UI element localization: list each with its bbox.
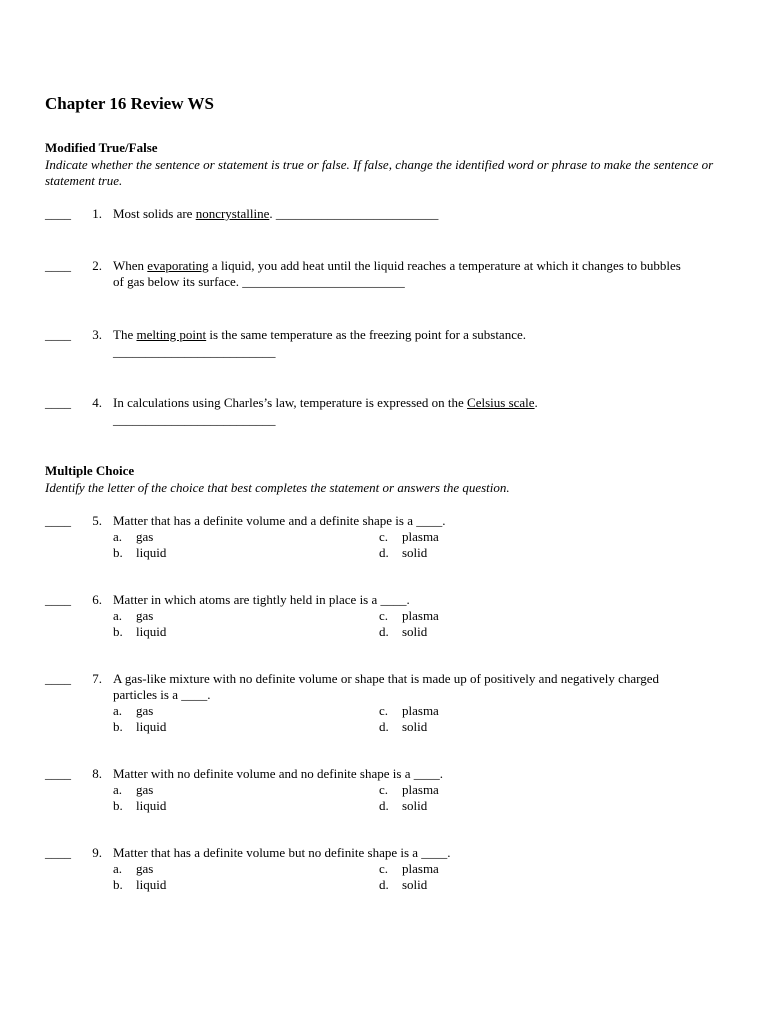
question-number: 3.: [92, 327, 102, 342]
choice-c-letter: c.: [379, 703, 389, 718]
question-number: 2.: [92, 258, 102, 273]
answer-blank[interactable]: ____: [45, 671, 71, 686]
question-text: [113, 327, 723, 343]
question-text-post: . _________________________: [269, 206, 439, 221]
question-text-post: is the same temperature as the freezing point for a substance.: [206, 327, 526, 342]
choice-d-text: solid: [402, 545, 428, 560]
question-text: Matter that has a definite volume but no definite shape is a ____.: [113, 845, 451, 860]
choice-a-text: gas: [136, 608, 154, 623]
answer-blank[interactable]: ____: [45, 327, 71, 342]
choice-b-text: liquid: [136, 545, 167, 560]
question-number: 6.: [92, 592, 102, 607]
question-text: [113, 206, 723, 222]
choice-b-letter: b.: [113, 545, 123, 560]
question-number: 1.: [92, 206, 102, 221]
page-title: Chapter 16 Review WS: [45, 94, 214, 113]
choice-b-text: liquid: [136, 624, 167, 639]
question-text-pre: Most solids are: [113, 206, 196, 221]
identified-term: Celsius scale: [467, 395, 535, 410]
choice-b-letter: b.: [113, 877, 123, 892]
question-text: Matter with no definite volume and no definite shape is a ____.: [113, 766, 443, 781]
question-text-post: a liquid, you add heat until the liquid reaches a temperature at which it changes to bubbles: [208, 258, 681, 273]
choice-b-letter: b.: [113, 798, 123, 813]
question-text-line2: _________________________: [113, 412, 276, 427]
question-text: Matter that has a definite volume and a definite shape is a ____.: [113, 513, 446, 528]
question-text-line2: _________________________: [113, 344, 276, 359]
choice-b-text: liquid: [136, 719, 167, 734]
choice-d-letter: d.: [379, 545, 389, 560]
choice-a-letter: a.: [113, 861, 123, 876]
question-text-pre: In calculations using Charles’s law, temperature is expressed on the: [113, 395, 468, 410]
identified-term: melting point: [136, 327, 207, 342]
question-text-pre: When: [113, 258, 148, 273]
mc-section-heading: Multiple Choice: [45, 463, 135, 478]
answer-blank[interactable]: ____: [45, 513, 71, 528]
answer-blank[interactable]: ____: [45, 206, 71, 221]
choice-a-text: gas: [136, 861, 154, 876]
choice-a-text: gas: [136, 529, 154, 544]
choice-a-letter: a.: [113, 608, 123, 623]
choice-b-letter: b.: [113, 624, 123, 639]
identified-term: noncrystalline: [195, 206, 270, 221]
identified-term: evaporating: [147, 258, 209, 273]
choice-c-text: plasma: [402, 703, 439, 718]
choice-d-letter: d.: [379, 798, 389, 813]
question-number: 7.: [92, 671, 102, 686]
question-number: 4.: [92, 395, 102, 410]
question-number: 9.: [92, 845, 102, 860]
choice-b-text: liquid: [136, 877, 167, 892]
choice-d-text: solid: [402, 798, 428, 813]
choice-a-letter: a.: [113, 703, 123, 718]
question-text: Matter in which atoms are tightly held in place is a ____.: [113, 592, 410, 607]
answer-blank[interactable]: ____: [45, 845, 71, 860]
choice-b-letter: b.: [113, 719, 123, 734]
question-number: 8.: [92, 766, 102, 781]
question-number: 5.: [92, 513, 102, 528]
tf-section-heading: Modified True/False: [45, 140, 158, 155]
choice-c-text: plasma: [402, 529, 439, 544]
question-text-line2: of gas below its surface. _________________________: [113, 274, 405, 289]
choice-d-letter: d.: [379, 719, 389, 734]
choice-d-letter: d.: [379, 877, 389, 892]
choice-c-letter: c.: [379, 608, 389, 623]
choice-d-text: solid: [402, 719, 428, 734]
question-text: [113, 258, 753, 274]
choice-c-text: plasma: [402, 608, 439, 623]
answer-blank[interactable]: ____: [45, 592, 71, 607]
question-text: [113, 395, 723, 411]
question-text: A gas-like mixture with no definite volume or shape that is made up of positively and negatively charged: [113, 671, 659, 686]
choice-b-text: liquid: [136, 798, 167, 813]
question-text-line2: particles is a ____.: [113, 687, 211, 702]
question-text-pre: The: [113, 327, 137, 342]
choice-d-letter: d.: [379, 624, 389, 639]
choice-d-text: solid: [402, 877, 428, 892]
choice-c-text: plasma: [402, 861, 439, 876]
choice-a-text: gas: [136, 782, 154, 797]
choice-a-text: gas: [136, 703, 154, 718]
question-text-post: .: [534, 395, 538, 410]
choice-a-letter: a.: [113, 529, 123, 544]
mc-section-instructions: Identify the letter of the choice that best completes the statement or answers the question.: [45, 480, 510, 495]
answer-blank[interactable]: ____: [45, 766, 71, 781]
choice-d-text: solid: [402, 624, 428, 639]
answer-blank[interactable]: ____: [45, 258, 71, 273]
answer-blank[interactable]: ____: [45, 395, 71, 410]
choice-c-letter: c.: [379, 782, 389, 797]
tf-section-instructions: Indicate whether the sentence or statement is true or false. If false, change the identified word or phrase to make the sentence or statement true.: [45, 157, 714, 188]
choice-c-text: plasma: [402, 782, 439, 797]
choice-c-letter: c.: [379, 861, 389, 876]
choice-a-letter: a.: [113, 782, 123, 797]
choice-c-letter: c.: [379, 529, 389, 544]
